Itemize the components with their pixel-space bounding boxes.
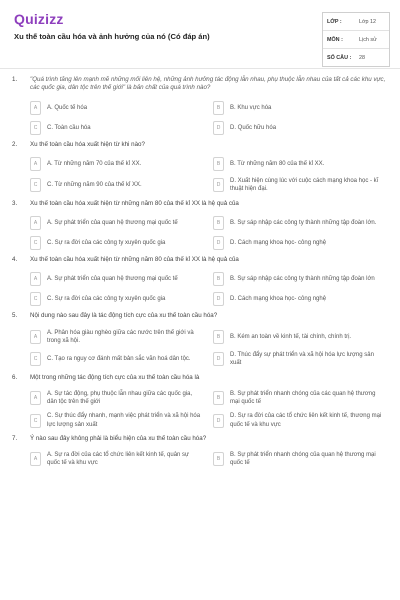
option-text: B. Sự phát triển nhanh chóng của các quan hệ thương mại quốc tế [230, 391, 376, 406]
answer-option-a[interactable] [30, 329, 211, 345]
question-text: Xu thế toàn cầu hóa xuất hiện từ khi nào? [30, 140, 145, 148]
meta-label: SỐ CÂU : [327, 54, 352, 61]
answer-options [30, 390, 388, 429]
answer-option-a[interactable] [30, 451, 211, 467]
worksheet-header [0, 0, 400, 70]
option-text: B. Sự phát triển nhanh chóng của quan hệ thương mại quốc tế [230, 452, 376, 467]
option-text: B. Kém an toàn về kinh tế, tài chính, chính trị. [230, 333, 352, 340]
option-text: C. Sự ra đời của các công ty xuyên quốc gia [47, 296, 166, 303]
option-text: D. Cách mạng khoa học- công nghệ [230, 296, 327, 303]
answer-options [30, 272, 388, 306]
answer-option-a[interactable] [30, 272, 211, 286]
question-item [0, 374, 400, 429]
question-number: 6. [12, 373, 18, 381]
answer-option-b[interactable] [213, 272, 394, 286]
meta-value: 28 [359, 54, 365, 61]
answer-option-d[interactable] [213, 412, 394, 428]
answer-option-d[interactable] [213, 351, 394, 367]
option-text: B. Sự sáp nhập các công ty thành những tập đoàn lớn. [230, 219, 377, 226]
answer-option-c[interactable] [30, 236, 211, 250]
question-number: 5. [12, 312, 18, 320]
option-letter-box: D [213, 236, 224, 250]
option-text: D. Quốc hữu hóa [230, 124, 277, 131]
answer-option-c[interactable] [30, 351, 211, 367]
option-text: D. Sự ra đời của các tổ chức liên kết kinh tế, thương mại quốc tế và khu vực [230, 413, 382, 428]
answer-option-c[interactable] [30, 412, 211, 428]
meta-label: MÔN : [327, 36, 343, 43]
option-letter-box: C [30, 121, 41, 135]
option-letter-box: C [30, 414, 41, 428]
option-letter-box: D [213, 292, 224, 306]
question-number: 2. [12, 140, 18, 148]
answer-option-b[interactable] [213, 216, 394, 230]
option-letter-box: D [213, 414, 224, 428]
option-letter-box: B [213, 216, 224, 230]
answer-option-b[interactable] [213, 451, 394, 467]
header-divider [0, 68, 400, 69]
option-text: D. Thúc đẩy sự phát triển và xã hội hóa lực lượng sản xuất [230, 352, 374, 367]
option-letter-box: B [213, 330, 224, 344]
meta-row-subject [323, 31, 389, 49]
option-letter-box: D [213, 352, 224, 366]
option-letter-box: D [213, 178, 224, 192]
option-text: A. Quốc tế hóa [47, 104, 88, 111]
option-letter-box: A [30, 330, 41, 344]
option-letter-box: C [30, 178, 41, 192]
answer-options [30, 157, 388, 193]
question-item [0, 76, 400, 135]
option-letter-box: A [30, 157, 41, 171]
question-item [0, 256, 400, 306]
option-letter-box: A [30, 452, 41, 466]
question-number: 7. [12, 434, 18, 442]
answer-option-c[interactable] [30, 292, 211, 306]
option-text: A. Phân hóa giàu nghèo giữa các nước trên thế giới và trong xã hội. [47, 329, 194, 345]
option-text: C. Sự thúc đẩy nhanh, mạnh việc phát triển và xã hội hóa lực lượng sản xuất [47, 413, 201, 428]
meta-label: LỚP : [327, 18, 342, 25]
question-text: Nội dung nào sau đây là tác động tích cực của xu thế toàn cầu hóa? [30, 312, 218, 320]
question-text: Ý nào sau đây không phải là biểu hiện của xu thế toàn cầu hóa? [30, 434, 207, 442]
option-text: C. Tạo ra nguy cơ đánh mất bản sắc văn hoá dân tộc. [47, 356, 191, 363]
question-text: "Quá trình tăng lên mạnh mẽ những mối liên hệ, những ảnh hưởng tác động lẫn nhau, phụ thuộc lẫn nhau của tất cả các khu vực, các quốc gia, dân tộc trên thế giới" là bản chất của quá trình nào? [30, 76, 386, 92]
option-letter-box: A [30, 101, 41, 115]
option-text: D. Xuất hiện cùng lúc với cuộc cách mạng khoa học - kĩ thuật hiện đại. [230, 178, 379, 193]
answer-option-c[interactable] [30, 177, 211, 193]
option-letter-box: B [213, 391, 224, 405]
option-text: A. Sự phát triển của quan hệ thương mại quốc tế [47, 219, 178, 226]
meta-value: Lớp 12 [359, 18, 377, 25]
answer-option-d[interactable] [213, 121, 394, 135]
option-letter-box: C [30, 292, 41, 306]
option-text: D. Cách mạng khoa học- công nghệ [230, 239, 327, 246]
option-letter-box: C [30, 236, 41, 250]
answer-option-c[interactable] [30, 121, 211, 135]
question-item [0, 200, 400, 250]
answer-option-b[interactable] [213, 390, 394, 406]
option-letter-box: C [30, 352, 41, 366]
option-letter-box: B [213, 157, 224, 171]
question-item [0, 312, 400, 367]
answer-option-d[interactable] [213, 177, 394, 193]
meta-row-count [323, 49, 389, 66]
option-letter-box: A [30, 216, 41, 230]
answer-option-b[interactable] [213, 157, 394, 171]
option-text: B. Khu vực hóa [230, 104, 272, 111]
option-text: C. Toàn cầu hóa [47, 124, 91, 131]
answer-option-d[interactable] [213, 292, 394, 306]
question-number: 4. [12, 256, 18, 264]
question-text: Xu thế toàn cầu hóa xuất hiện từ những năm 80 của thế kỉ XX là hệ quả của [30, 199, 239, 207]
option-text: A. Sự phát triển của quan hệ thương mại quốc tế [47, 276, 178, 283]
quizizz-logo: Quizizz [14, 11, 64, 27]
answer-option-a[interactable] [30, 216, 211, 230]
answer-option-d[interactable] [213, 236, 394, 250]
option-letter-box: B [213, 101, 224, 115]
question-list [0, 76, 400, 474]
answer-option-a[interactable] [30, 390, 211, 406]
question-item [0, 141, 400, 194]
option-text: A. Từ những năm 70 của thế kỉ XX. [47, 161, 142, 168]
answer-option-b[interactable] [213, 101, 394, 115]
option-text: B. Từ những năm 80 của thế kỉ XX. [230, 161, 325, 168]
option-letter-box: B [213, 452, 224, 466]
meta-row-class [323, 13, 389, 31]
option-text: A. Sự tác động, phụ thuộc lẫn nhau giữa các quốc gia, dân tộc trên thế giới [47, 391, 193, 406]
question-item [0, 435, 400, 468]
question-number: 1. [12, 76, 18, 83]
meta-info-box [322, 12, 390, 67]
option-text: A. Sự ra đời của các tổ chức liên kết kinh tế, quân sự quốc tế và khu vực [47, 452, 190, 467]
answer-options [30, 451, 388, 467]
question-text: Một trong những tác động tích cực của xu thế toàn cầu hóa là [30, 373, 200, 381]
answer-option-b[interactable] [213, 329, 394, 345]
option-text: C. Sự ra đời của các công ty xuyên quốc gia [47, 239, 166, 246]
option-text: C. Từ những năm 90 của thế kỉ XX. [47, 182, 142, 189]
meta-value: Lịch sử [359, 36, 377, 43]
page-title: Xu thế toàn cầu hóa và ảnh hưởng của nó (Có đáp án) [14, 32, 210, 41]
answer-options [30, 216, 388, 250]
option-letter-box: B [213, 272, 224, 286]
option-letter-box: A [30, 391, 41, 405]
answer-option-a[interactable] [30, 101, 211, 115]
question-number: 3. [12, 199, 18, 207]
answer-options [30, 101, 388, 135]
answer-option-a[interactable] [30, 157, 211, 171]
answer-options [30, 329, 388, 368]
option-text: B. Sự sáp nhập các công ty thành những tập đoàn lớn [230, 276, 375, 283]
option-letter-box: A [30, 272, 41, 286]
option-letter-box: D [213, 121, 224, 135]
question-text: Xu thế toàn cầu hóa xuất hiện từ những năm 80 của thế kỉ XX là hệ quả của [30, 256, 239, 264]
